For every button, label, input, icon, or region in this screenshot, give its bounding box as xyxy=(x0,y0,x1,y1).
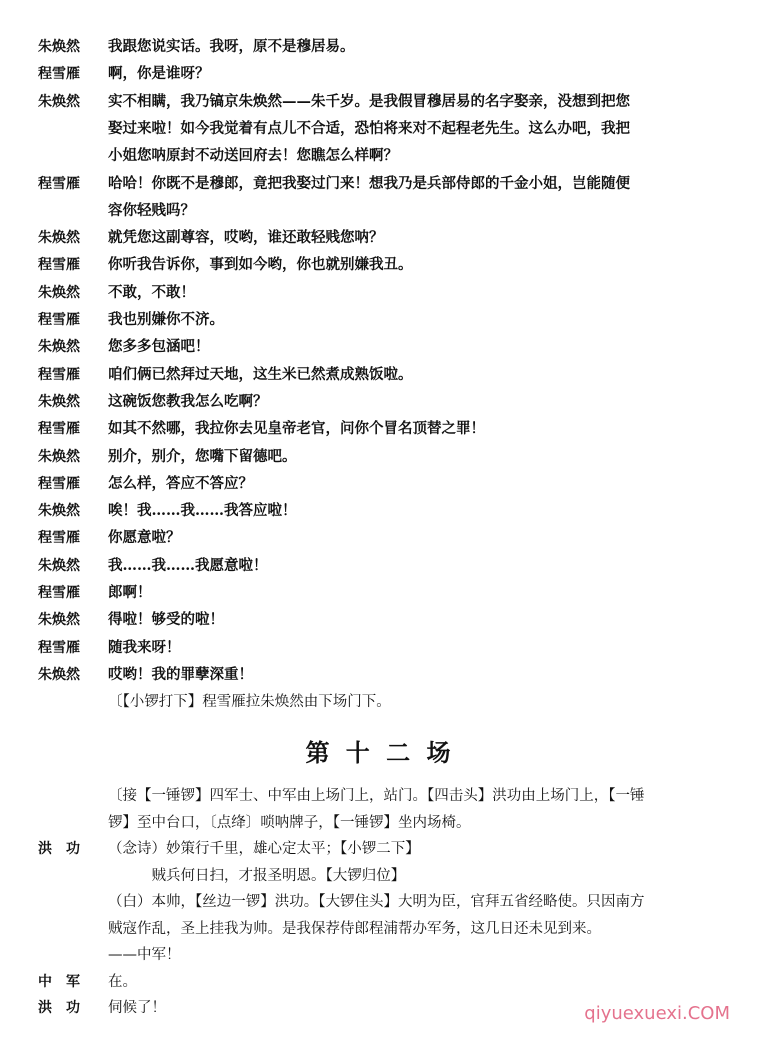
speaker-name: 朱焕然 xyxy=(38,230,80,246)
dialogue-text: 我跟您说实话。我呀，原不是穆居易。 xyxy=(108,38,355,55)
script-line xyxy=(0,364,760,386)
speaker-name: 朱焕然 xyxy=(38,667,80,683)
script-line xyxy=(0,500,760,522)
speaker-name: 洪 功 xyxy=(38,1000,80,1016)
script-line xyxy=(0,609,760,631)
script-line xyxy=(0,555,760,577)
script-line xyxy=(0,637,760,659)
script-line xyxy=(0,527,760,549)
dialogue-text: 怎么样，答应不答应？ xyxy=(108,475,253,492)
speaker-name: 程雪雁 xyxy=(38,530,80,546)
stage-direction: ——中军！ xyxy=(108,947,181,963)
script-line xyxy=(0,63,760,85)
stage-direction: 锣】至中台口，〔点绛〕唢呐牌子，【一锤锣】坐内场椅。 xyxy=(108,815,471,831)
script-line xyxy=(0,282,760,304)
script-line xyxy=(0,691,760,713)
speaker-name: 程雪雁 xyxy=(38,66,80,82)
dialogue-text: 我也别嫌你不济。 xyxy=(108,311,224,328)
dialogue-text: 在。 xyxy=(108,974,137,990)
dialogue-text: 不敢，不敢！ xyxy=(108,284,195,301)
dialogue-text: 郎啊！ xyxy=(108,584,152,601)
speaker-name: 朱焕然 xyxy=(38,39,80,55)
script-line xyxy=(0,309,760,331)
stage-direction: 贼兵何日扫，才报圣明恩。【大锣归位】 xyxy=(108,868,406,884)
speaker-name: 程雪雁 xyxy=(38,312,80,328)
script-line xyxy=(0,254,760,276)
dialogue-text: 随我来呀！ xyxy=(108,639,181,656)
script-line xyxy=(0,91,760,113)
dialogue-text: 别介，别介，您嘴下留德吧。 xyxy=(108,448,297,465)
script-line xyxy=(0,865,760,887)
dialogue-text: 哎哟！我的罪孽深重！ xyxy=(108,666,253,683)
site-watermark: qiyuexuexi.COM xyxy=(584,1003,730,1024)
script-line xyxy=(0,200,760,222)
script-line xyxy=(0,227,760,249)
scene-title: 第 十 二 场 xyxy=(305,739,455,767)
dialogue-text: 咱们俩已然拜过天地，这生米已然煮成熟饭啦。 xyxy=(108,366,413,383)
stage-direction: （白）本帅，【丝边一锣】洪功。【大锣住头】大明为臣，官拜五省经略使。只因南方 xyxy=(108,894,645,910)
speaker-name: 朱焕然 xyxy=(38,94,80,110)
speaker-name: 程雪雁 xyxy=(38,640,80,656)
speaker-name: 朱焕然 xyxy=(38,339,80,355)
dialogue-text: 实不相瞒，我乃镐京朱焕然——朱千岁。是我假冒穆居易的名字娶亲，没想到把您 xyxy=(108,93,630,110)
speaker-name: 程雪雁 xyxy=(38,421,80,437)
speaker-name: 程雪雁 xyxy=(38,176,80,192)
stage-direction: 容你轻贱吗？ xyxy=(108,202,195,219)
script-line xyxy=(0,145,760,167)
speaker-name: 程雪雁 xyxy=(38,476,80,492)
stage-direction: 贼寇作乱，圣上挂我为帅。是我保荐侍郎程浦帮办军务，这几日还未见到来。 xyxy=(108,921,601,937)
script-line xyxy=(0,812,760,834)
speaker-name: 中 军 xyxy=(38,974,80,990)
script-line xyxy=(0,838,760,860)
speaker-name: 程雪雁 xyxy=(38,257,80,273)
script-line xyxy=(0,918,760,940)
script-line xyxy=(0,391,760,413)
speaker-name: 朱焕然 xyxy=(38,285,80,301)
script-line xyxy=(0,336,760,358)
script-line xyxy=(0,944,760,966)
dialogue-text: 如其不然哪，我拉你去见皇帝老官，问你个冒名顶替之罪！ xyxy=(108,420,485,437)
dialogue-text: 就凭您这副尊容，哎哟，谁还敢轻贱您呐？ xyxy=(108,229,384,246)
script-line xyxy=(0,173,760,195)
dialogue-text: 您多多包涵吧！ xyxy=(108,338,210,355)
speaker-name: 朱焕然 xyxy=(38,558,80,574)
dialogue-text: 唉！我……我……我答应啦！ xyxy=(108,502,297,519)
speaker-name: 朱焕然 xyxy=(38,503,80,519)
speaker-name: 朱焕然 xyxy=(38,612,80,628)
script-line xyxy=(0,785,760,807)
script-line xyxy=(0,36,760,58)
stage-direction: 娶过来啦！如今我觉着有点儿不合适，恐怕将来对不起程老先生。这么办吧，我把 xyxy=(108,120,630,137)
stage-direction: 小姐您呐原封不动送回府去！您瞧怎么样啊？ xyxy=(108,147,398,164)
script-line xyxy=(0,118,760,140)
speaker-name: 朱焕然 xyxy=(38,449,80,465)
dialogue-text: 你听我告诉你，事到如今哟，你也就别嫌我丑。 xyxy=(108,256,413,273)
dialogue-text: 我……我……我愿意啦！ xyxy=(108,557,268,574)
script-line xyxy=(0,582,760,604)
speaker-name: 洪 功 xyxy=(38,841,80,857)
dialogue-text: 你愿意啦？ xyxy=(108,529,181,546)
script-line xyxy=(0,473,760,495)
dialogue-text: 哈哈！你既不是穆郎，竟把我娶过门来！想我乃是兵部侍郎的千金小姐，岂能随便 xyxy=(108,175,630,192)
dialogue-text: 这碗饭您教我怎么吃啊？ xyxy=(108,393,268,410)
script-line xyxy=(0,971,760,993)
dialogue-text: （念诗）妙策行千里，雄心定太平；【小锣二下】 xyxy=(108,841,420,857)
dialogue-text: 伺候了！ xyxy=(108,1000,166,1016)
stage-direction: 〔接【一锤锣】四军士、中军由上场门上，站门。【四击头】洪功由上场门上，【一锤 xyxy=(108,788,645,804)
script-line xyxy=(0,418,760,440)
stage-direction: 〔【小锣打下】程雪雁拉朱焕然由下场门下。 xyxy=(108,694,391,710)
dialogue-text: 得啦！够受的啦！ xyxy=(108,611,224,628)
speaker-name: 程雪雁 xyxy=(38,585,80,601)
script-line xyxy=(0,664,760,686)
script-line xyxy=(0,446,760,468)
speaker-name: 程雪雁 xyxy=(38,367,80,383)
speaker-name: 朱焕然 xyxy=(38,394,80,410)
script-line xyxy=(0,891,760,913)
dialogue-text: 啊，你是谁呀？ xyxy=(108,65,210,82)
